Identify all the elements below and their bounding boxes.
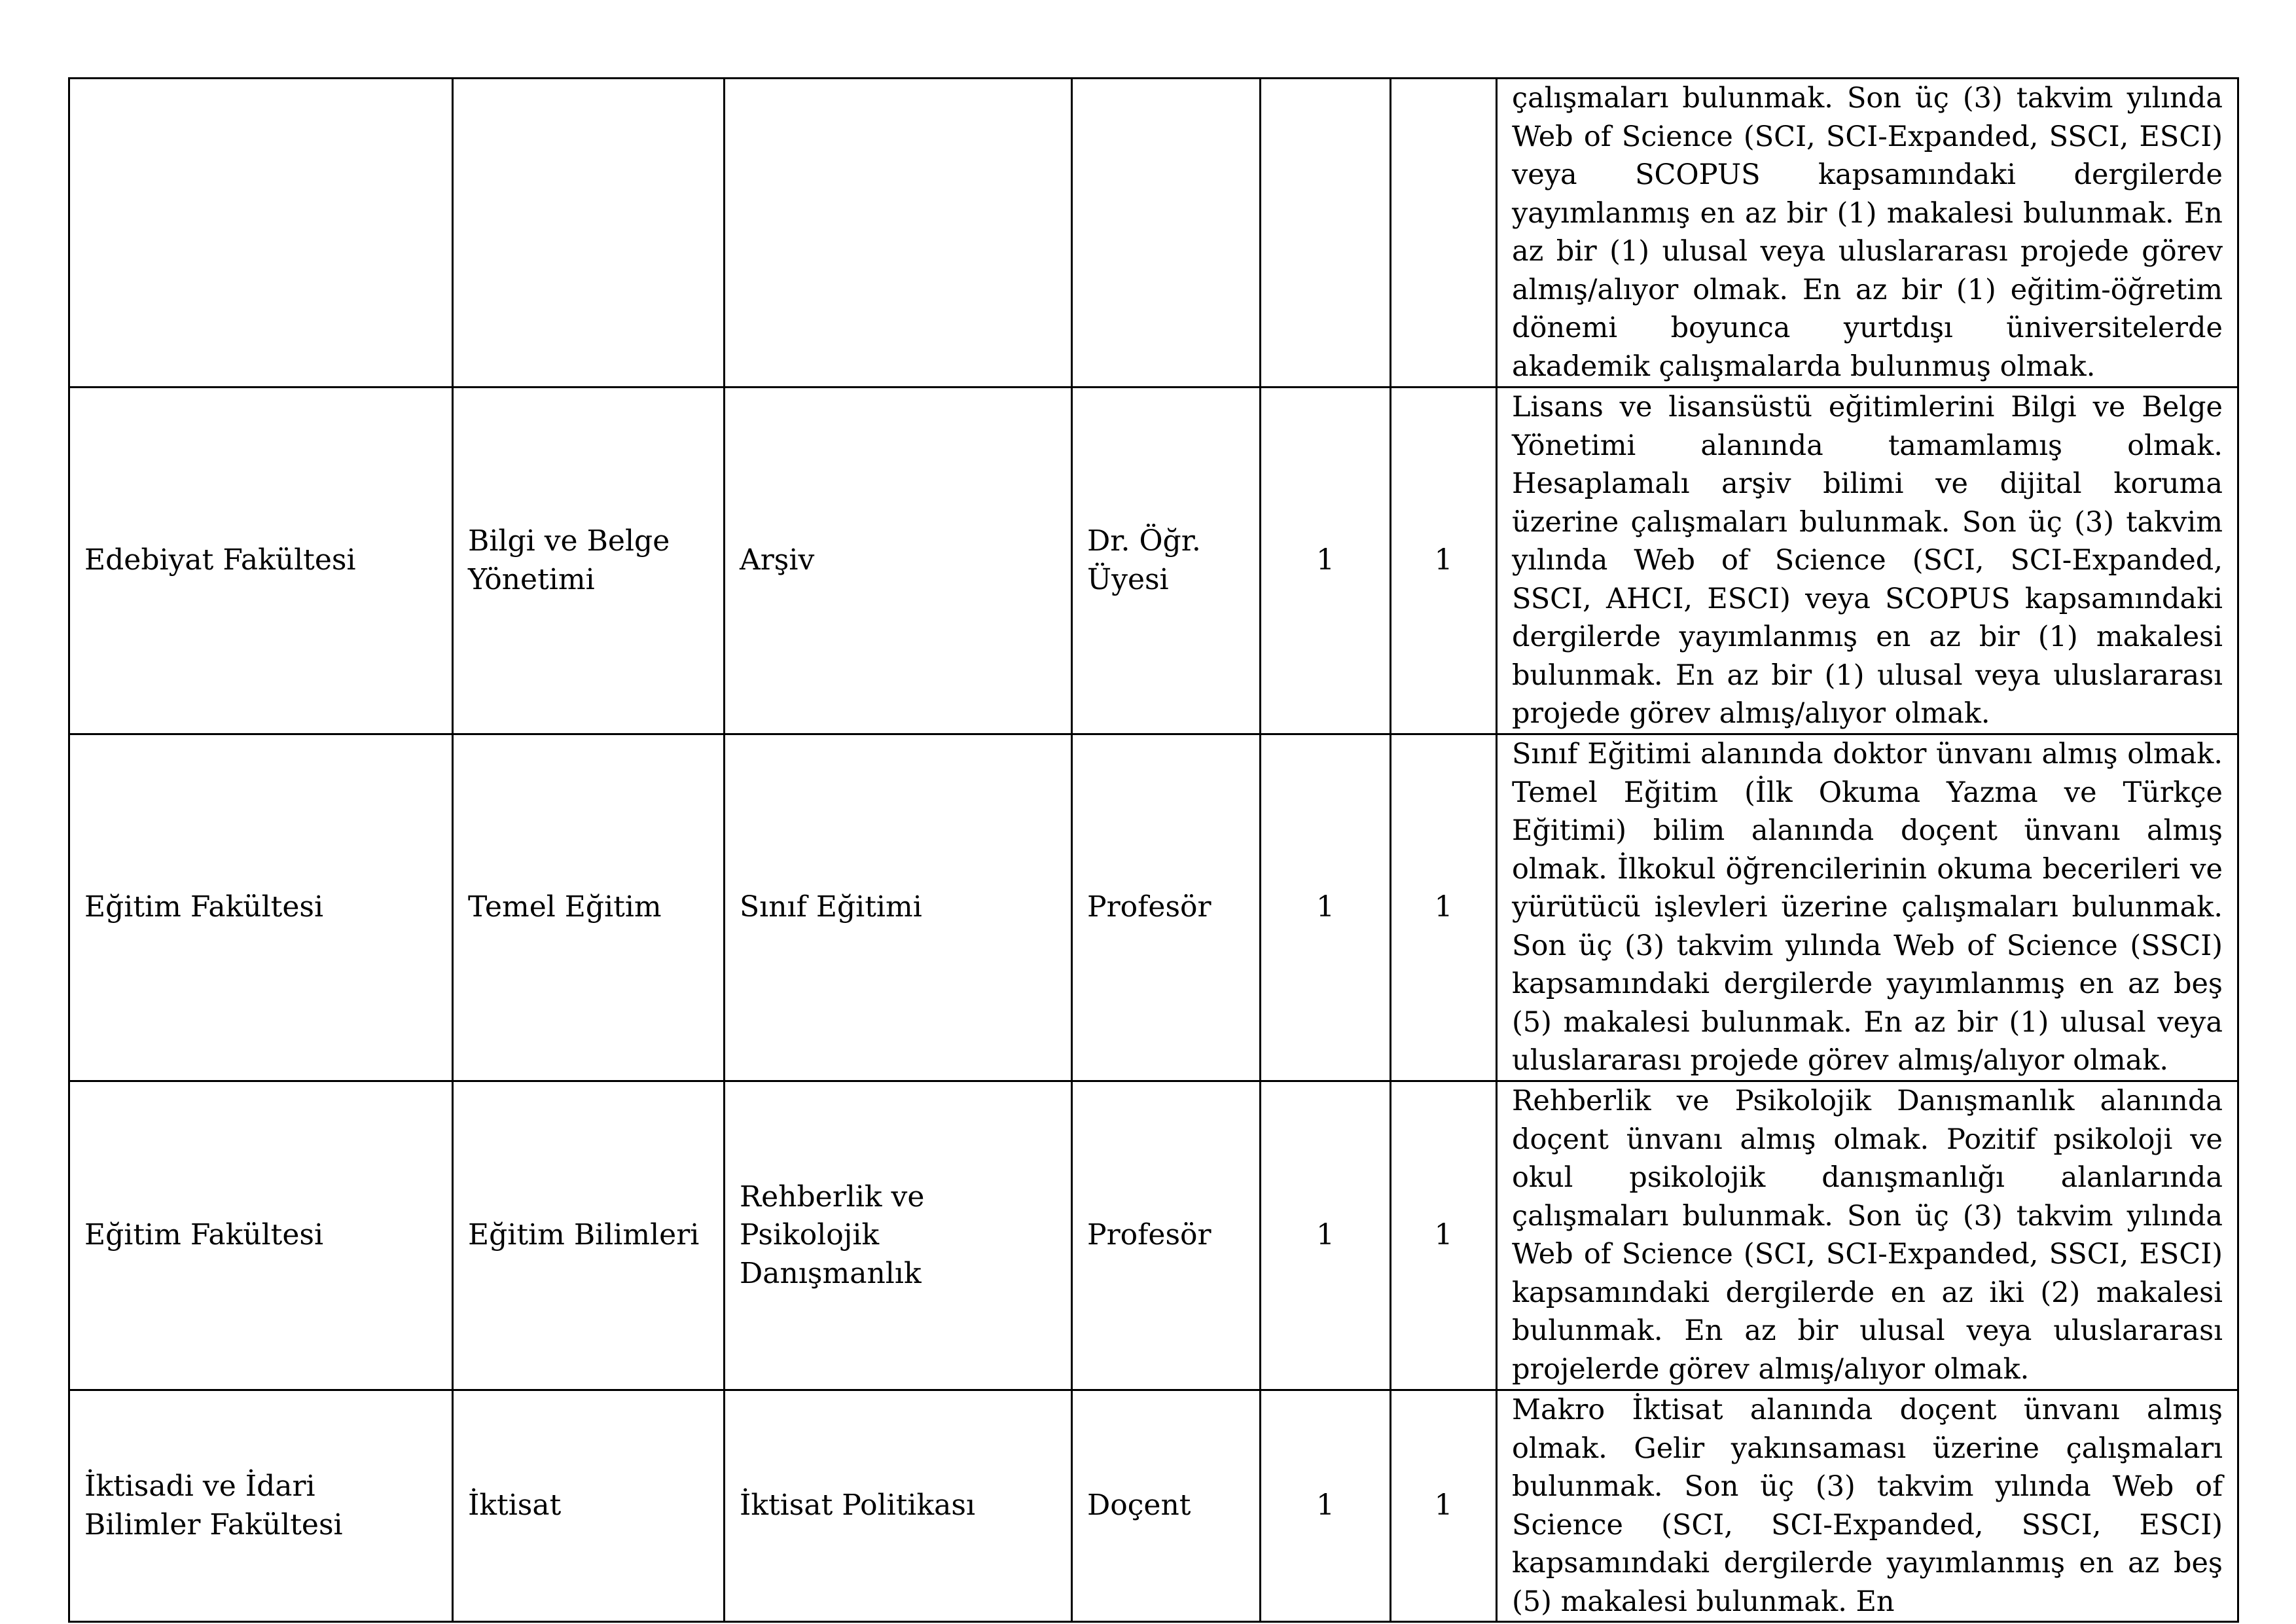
count2-cell: 1	[1391, 734, 1497, 1081]
title-cell	[1072, 79, 1261, 388]
table-row	[69, 388, 2238, 734]
department-cell: Bilgi ve Belge Yönetimi	[453, 388, 725, 734]
title-cell: Dr. Öğr. Üyesi	[1072, 388, 1261, 734]
count-cell: 1	[1261, 734, 1391, 1081]
table-row	[69, 734, 2238, 1081]
count2-cell: 1	[1391, 1081, 1497, 1390]
title-cell: Doçent	[1072, 1390, 1261, 1622]
department-cell: Eğitim Bilimleri	[453, 1081, 725, 1390]
count-cell: 1	[1261, 1390, 1391, 1622]
count2-cell: 1	[1391, 1390, 1497, 1622]
count-cell: 1	[1261, 1081, 1391, 1390]
department-cell	[453, 79, 725, 388]
description-cell: Lisans ve lisansüstü eğitimlerini Bilgi ve Belge Yönetimi alanında tamamlamış olmak. Hesaplamalı arşiv bilimi ve dijital koruma üzerine çalışmaları bulunmak. Son üç (3) takvim yılında Web of Science (SCI, SCI-Expanded, SSCI, AHCI, ESCI) veya SCOPUS kapsamındaki dergilerde yayımlanmış en az bir (1) makalesi bulunmak. En az bir (1) ulusal veya uluslararası projede görev almış/alıyor olmak.	[1497, 388, 2238, 734]
count-cell	[1261, 79, 1391, 388]
faculty-cell: Eğitim Fakültesi	[69, 1081, 453, 1390]
department-cell: Temel Eğitim	[453, 734, 725, 1081]
field-cell: Sınıf Eğitimi	[725, 734, 1072, 1081]
field-cell	[725, 79, 1072, 388]
count-cell: 1	[1261, 388, 1391, 734]
description-cell: Sınıf Eğitimi alanında doktor ünvanı almış olmak. Temel Eğitim (İlk Okuma Yazma ve Türkçe Eğitimi) bilim alanında doçent ünvanı almış olmak. İlkokul öğrencilerinin okuma becerileri ve yürütücü işlevleri üzerine çalışmaları bulunmak. Son üç (3) takvim yılında Web of Science (SSCI) kapsamındaki dergilerde yayımlanmış en az beş (5) makalesi bulunmak. En az bir (1) ulusal veya uluslararası projede görev almış/alıyor olmak.	[1497, 734, 2238, 1081]
description-cell: çalışmaları bulunmak. Son üç (3) takvim yılında Web of Science (SCI, SCI-Expanded, SSCI, ESCI) veya SCOPUS kapsamındaki dergilerde yayımlanmış en az bir (1) makalesi bulunmak. En az bir (1) ulusal veya uluslararası projede görev almış/alıyor olmak. En az bir (1) eğitim-öğretim dönemi boyunca yurtdışı üniversitelerde akademik çalışmalarda bulunmuş olmak.	[1497, 79, 2238, 388]
field-cell: Rehberlik ve Psikolojik Danışmanlık	[725, 1081, 1072, 1390]
field-cell: Arşiv	[725, 388, 1072, 734]
faculty-positions-table	[68, 77, 2239, 1623]
department-cell: İktisat	[453, 1390, 725, 1622]
title-cell: Profesör	[1072, 734, 1261, 1081]
count2-cell	[1391, 79, 1497, 388]
description-cell: Rehberlik ve Psikolojik Danışmanlık alanında doçent ünvanı almış olmak. Pozitif psikoloji ve okul psikolojik danışmanlığı alanlarında çalışmaları bulunmak. Son üç (3) takvim yılında Web of Science (SCI, SCI-Expanded, SSCI, ESCI) kapsamındaki dergilerde en az iki (2) makalesi bulunmak. En az bir ulusal veya uluslararası projelerde görev almış/alıyor olmak.	[1497, 1081, 2238, 1390]
faculty-cell	[69, 79, 453, 388]
faculty-cell: Edebiyat Fakültesi	[69, 388, 453, 734]
description-cell: Makro İktisat alanında doçent ünvanı almış olmak. Gelir yakınsaması üzerine çalışmaları bulunmak. Son üç (3) takvim yılında Web of Science (SCI, SCI-Expanded, SSCI, ESCI) kapsamındaki dergilerde yayımlanmış en az beş (5) makalesi bulunmak. En	[1497, 1390, 2238, 1622]
count2-cell: 1	[1391, 388, 1497, 734]
title-cell: Profesör	[1072, 1081, 1261, 1390]
table-row	[69, 1081, 2238, 1390]
faculty-cell: İktisadi ve İdari Bilimler Fakültesi	[69, 1390, 453, 1622]
table-row	[69, 1390, 2238, 1622]
table-row	[69, 79, 2238, 388]
faculty-cell: Eğitim Fakültesi	[69, 734, 453, 1081]
field-cell: İktisat Politikası	[725, 1390, 1072, 1622]
